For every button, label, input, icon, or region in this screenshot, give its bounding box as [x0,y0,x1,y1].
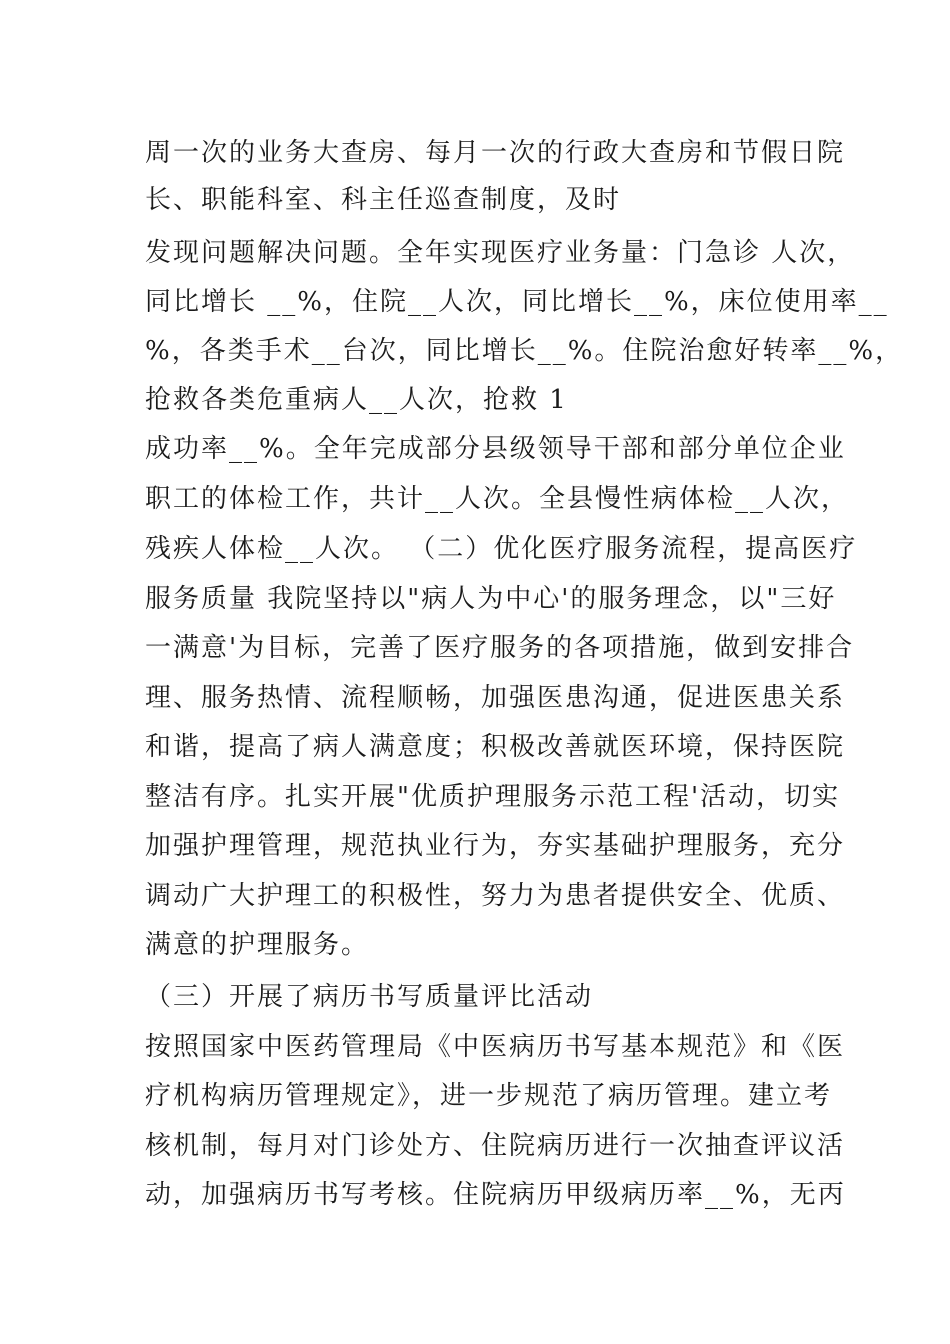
text-line-4: 同比增长 __%，住院__人次，同比增长__%，床位使用率__ [145,287,889,317]
text-line-8: 职工的体检工作，共计__人次。全县慢性病体检__人次， [145,484,850,514]
text-line-20: 疗机构病历管理规定》，进一步规范了病历管理。建立考 [145,1081,833,1111]
text-line-12: 理、服务热情、流程顺畅，加强医患沟通，促进医患关系 [145,683,846,713]
text-line-15: 加强护理管理，规范执业行为，夯实基础护理服务，充分 [145,831,846,861]
text-line-17: 满意的护理服务。 [145,930,370,960]
text-line-5: %，各类手术__台次，同比增长__%。住院治愈好转率__%， [145,336,904,366]
text-line-21: 核机制，每月对门诊处方、住院病历进行一次抽查评议活 [145,1131,846,1161]
text-line-10: 服务质量 我院坚持以"病人为中心'的服务理念，以"三好 [145,584,837,614]
text-line-14: 整洁有序。扎实开展"优质护理服务示范工程'活动，切实 [145,782,841,812]
text-line-7: 成功率__%。全年完成部分县级领导干部和部分单位企业 [145,434,846,464]
text-line-6: 抢救各类危重病人__人次，抢救 1 [145,385,568,415]
section-heading-3: （三）开展了病历书写质量评比活动 [145,982,594,1012]
text-line-3: 发现问题解决问题。全年实现医疗业务量：门急诊 人次， [145,238,856,268]
text-line-22: 动，加强病历书写考核。住院病历甲级病历率__%，无丙 [145,1180,846,1210]
text-line-1: 周一次的业务大查房、每月一次的行政大查房和节假日院 [145,138,846,168]
text-line-9: 残疾人体检__人次。 （二）优化医疗服务流程，提高医疗 [145,534,858,564]
text-line-13: 和谐，提高了病人满意度；积极改善就医环境，保持医院 [145,732,846,762]
text-line-2: 长、职能科室、科主任巡查制度，及时 [145,185,622,215]
text-line-19: 按照国家中医药管理局《中医病历书写基本规范》和《医 [145,1032,846,1062]
text-line-16: 调动广大护理工的积极性，努力为患者提供安全、优质、 [145,881,846,911]
text-line-11: 一满意'为目标，完善了医疗服务的各项措施，做到安排合 [145,633,855,663]
